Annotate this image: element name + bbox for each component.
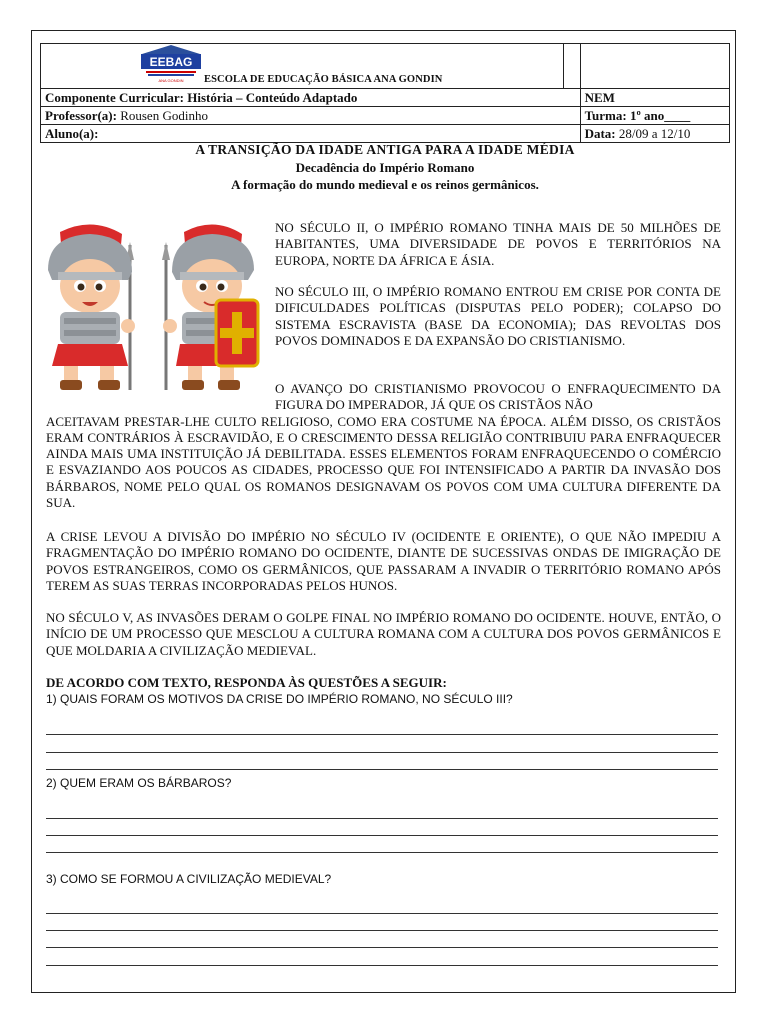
date-value: 28/09 a 12/10 [618,125,691,141]
empty-cell [580,44,729,89]
roman-soldiers-illustration-icon [42,220,262,398]
paragraph-5: NO SÉCULO V, AS INVASÕES DERAM O GOLPE FINAL NO IMPÉRIO ROMANO DO OCIDENTE. HOUVE, ENTÃO, O INÍCIO DE UM PROCESSO QUE MESCLOU A CULTURA ROMANA COM A CULTURA DOS POVOS GERMÂNICOS E QUE MOLDARIA A CIVILIZAÇÃO MEDIEVAL. [46,610,721,658]
answer-line[interactable] [46,769,718,770]
answer-line[interactable] [46,930,718,931]
teacher-label: Professor(a): [45,107,117,123]
question-2: 2) QUEM ERAM OS BÁRBAROS? [46,776,232,790]
component-value: História – Conteúdo Adaptado [187,89,358,105]
school-name: ESCOLA DE EDUCAÇÃO BÁSICA ANA GONDIN [204,74,443,85]
class-value: 1º ano____ [629,107,691,123]
teacher-cell [41,107,581,125]
nem-cell: NEM [580,89,729,107]
paragraph-2: NO SÉCULO III, O IMPÉRIO ROMANO ENTROU EM CRISE POR CONTA DE DIFICULDADES POLÍTICAS (DISPUTAS PELO PODER); COLAPSO DO SISTEMA ESCRAVISTA (BASE DA ECONOMIA); DAS REVOLTAS DOS POVOS DOMINADOS E DA EXPANSÃO DO CRISTIANISMO. [275,284,721,348]
questions-header: DE ACORDO COM TEXTO, RESPONDA ÀS QUESTÕES A SEGUIR: [46,675,447,690]
answer-line[interactable] [46,913,718,914]
answer-line[interactable] [46,734,718,735]
answer-line[interactable] [46,835,718,836]
date-label: Data: [584,125,616,141]
svg-text:EEBAG: EEBAG [149,55,193,69]
empty-cell [563,44,580,89]
teacher-value: Rousen Godinho [120,107,208,123]
component-cell [41,89,581,107]
paragraph-3-body: ACEITAVAM PRESTAR-LHE CULTO RELIGIOSO, COMO ERA COSTUME NA ÉPOCA. ALÉM DISSO, OS CRISTÃOS ERAM CONTRÁRIOS À ESCRAVIDÃO, E O CRESCIMENTO DESSA RELIGIÃO CONTRIBUIU PARA ENFRAQUECER AINDA MAIS UMA INSTITUIÇÃO JÁ DEBILITADA. ESSES ELEMENTOS FORAM ENFRAQUECENDO O COMÉRCIO E ESVAZIANDO AOS POUCOS AS CIDADES, PROCESSO QUE FOI INTENSIFICADO A PARTIR DA INVASÃO DOS BÁRBAROS, NOME PELO QUAL OS ROMANOS DESIGNAVAM OS POVOS COM UMA CULTURA DIFERENTE DA SUA. [46,413,721,511]
student-label: Aluno(a): [45,125,99,141]
subtitle-2: A formação do mundo medieval e os reinos germânicos. [231,177,539,192]
paragraph-4: A CRISE LEVOU A DIVISÃO DO IMPÉRIO NO SÉCULO IV (OCIDENTE E ORIENTE), O QUE NÃO IMPEDIU A FRAGMENTAÇÃO DO IMPÉRIO ROMANO DO OCIDENTE, DIANTE DE SUCESSIVAS ONDAS DE IMIGRAÇÃO DE POVOS ESTRANGEIROS, COMO OS GERMÂNICOS, QUE PASSARAM A INVADIR O TERRITÓRIO ROMANO APÓS TEREM AS SUAS TERRAS INCORPORADAS PELOS HUNOS. [46,529,721,593]
school-logo-icon [138,44,204,84]
paragraph-3 [46,381,721,511]
main-title: A TRANSIÇÃO DA IDADE ANTIGA PARA A IDADE MÉDIA [195,142,575,157]
class-label: Turma: [584,107,627,123]
component-label: Componente Curricular: [45,89,185,105]
answer-line[interactable] [46,752,718,753]
student-cell[interactable] [41,125,581,143]
header-table [40,43,730,143]
question-1: 1) QUAIS FORAM OS MOTIVOS DA CRISE DO IMPÉRIO ROMANO, NO SÉCULO III? [46,692,513,706]
question-3: 3) COMO SE FORMOU A CIVILIZAÇÃO MEDIEVAL? [46,872,332,886]
answer-line[interactable] [46,965,718,966]
subtitle-1: Decadência do Império Romano [295,160,475,175]
svg-text:ANA GONDIN: ANA GONDIN [158,78,184,83]
class-cell [580,107,729,125]
answer-line[interactable] [46,818,718,819]
paragraph-3-intro: O AVANÇO DO CRISTIANISMO PROVOCOU O ENFRAQUECIMENTO DA FIGURA DO IMPERADOR, JÁ QUE OS CRISTÃOS NÃO [275,381,721,413]
answer-line[interactable] [46,947,718,948]
logo-cell [41,44,564,89]
answer-line[interactable] [46,852,718,853]
paragraph-1: NO SÉCULO II, O IMPÉRIO ROMANO TINHA MAIS DE 50 MILHÕES DE HABITANTES, UMA DIVERSIDADE DE POVOS E TERRITÓRIOS NA EUROPA, NORTE DA ÁFRICA E ÁSIA. [275,220,721,268]
date-cell [580,125,729,143]
